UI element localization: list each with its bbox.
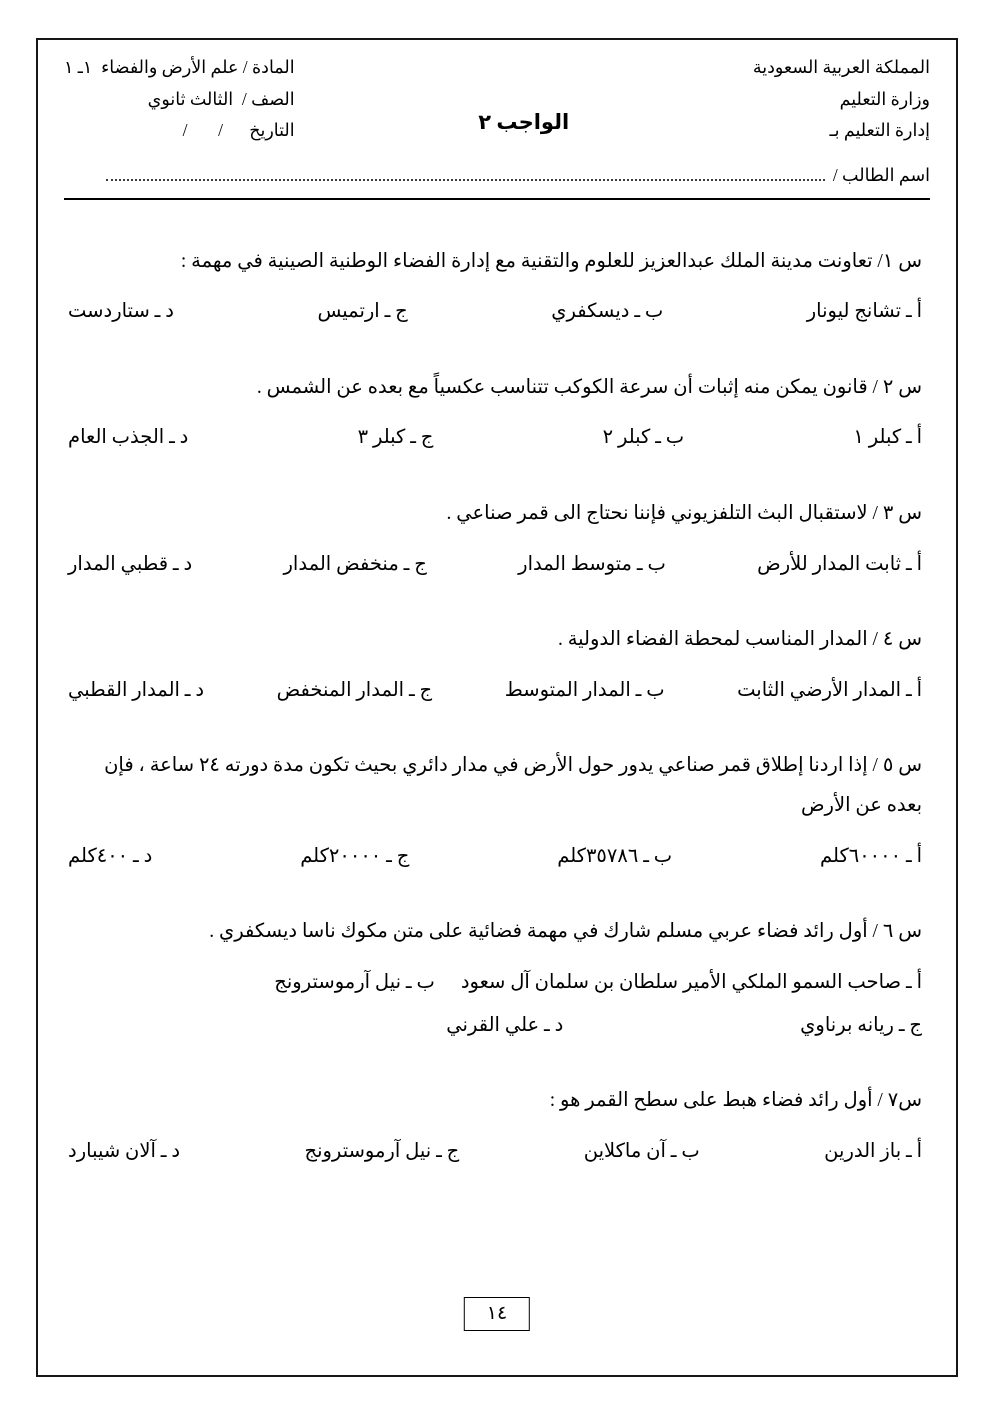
page-border: [36, 38, 958, 1377]
question-1-option-c: ج ـ ارتميس: [317, 301, 408, 323]
question-1-text: س ١/ تعاونت مدينة الملك عبدالعزيز للعلوم والتقنية مع إدارة الفضاء الوطنية الصينية في مهمة :: [180, 250, 922, 272]
question-6-options-line2: [68, 1007, 922, 1044]
kingdom-name: المملكة العربية السعودية: [752, 57, 930, 77]
question-3-option-d: د ـ قطبي المدار: [68, 553, 193, 575]
question-4-option-a: أ ـ المدار الأرضي الثابت: [737, 679, 922, 701]
question-3-option-c: ج ـ منخفض المدار: [283, 553, 427, 575]
question-2: [68, 368, 922, 457]
question-5-option-b: ب ـ ٣٥٧٨٦كلم: [557, 845, 673, 867]
question-1-option-d: د ـ ستاردست: [68, 301, 174, 323]
question-5-text: س ٥ / إذا اردنا إطلاق قمر صناعي يدور حول الأرض في مدار دائري بحيث تكون مدة دورته ٢٤ ساعة ، فإن بعده عن الأرض: [104, 754, 922, 816]
question-3-option-b: ب ـ متوسط المدار: [518, 553, 666, 575]
question-7-option-b: ب ـ آن ماكلاين: [583, 1140, 700, 1162]
question-4-text: س ٤ / المدار المناسب لمحطة الفضاء الدولية .: [557, 628, 922, 650]
question-2-options: [68, 419, 922, 456]
question-6-text: س ٦ / أول رائد فضاء عربي مسلم شارك في مهمة فضائية على متن مكوك ناسا ديسكفري .: [209, 920, 922, 942]
student-name-row: [64, 165, 930, 186]
date-line: التاريخ / /: [182, 120, 295, 140]
question-7-options: [68, 1133, 922, 1170]
question-7-option-a: أ ـ باز الدرين: [824, 1140, 922, 1162]
question-2-option-b: ب ـ كبلر ٢: [602, 427, 685, 449]
question-5-options: [68, 838, 922, 875]
header-subject-block: [64, 52, 295, 147]
header: [64, 52, 930, 147]
question-3-options: [68, 546, 922, 583]
question-4-option-d: د ـ المدار القطبي: [68, 679, 205, 701]
question-3: [68, 494, 922, 583]
question-3-option-a: أ ـ ثابت المدار للأرض: [757, 553, 922, 575]
question-2-option-c: ج ـ كبلر ٣: [357, 427, 434, 449]
question-4-option-c: ج ـ المدار المنخفض: [276, 679, 433, 701]
question-6: [68, 912, 922, 1044]
question-1: [68, 242, 922, 331]
subject-line: المادة / علم الأرض والفضاء ١ـ ١: [64, 57, 295, 77]
question-7: [68, 1081, 922, 1170]
student-name-field[interactable]: [106, 177, 825, 181]
question-1-option-b: ب ـ ديسكفري: [551, 301, 664, 323]
question-5-option-d: د ـ ٤٠٠كلم: [68, 845, 153, 867]
question-2-option-d: د ـ الجذب العام: [68, 427, 189, 449]
question-7-text: س٧ / أول رائد فضاء هبط على سطح القمر هو :: [549, 1089, 922, 1111]
question-6-option-d: د ـ علي القرني: [446, 1014, 564, 1036]
question-5: [68, 746, 922, 875]
header-ministry-block: [753, 52, 930, 147]
question-1-option-a: أ ـ تشانج ليونار: [806, 301, 922, 323]
question-6-option-c: ج ـ ريانه برناوي: [800, 1014, 922, 1036]
questions-area: [64, 200, 930, 1170]
question-7-option-d: د ـ آلان شيبارد: [68, 1140, 181, 1162]
question-2-option-a: أ ـ كبلر ١: [853, 427, 922, 449]
homework-title: الواجب ٢: [478, 110, 570, 134]
page-number: ١٤: [464, 1297, 530, 1332]
education-admin: إدارة التعليم بـ: [829, 120, 930, 140]
question-5-option-a: أ ـ ٦٠٠٠٠كلم: [820, 845, 922, 867]
student-name-label: اسم الطالب /: [832, 164, 930, 185]
question-6-option-a: أ ـ صاحب السمو الملكي الأمير سلطان بن سلمان آل سعود: [460, 971, 922, 993]
question-4-options: [68, 672, 922, 709]
question-3-text: س ٣ / لاستقبال البث التلفزيوني فإننا نحتاج الى قمر صناعي .: [446, 502, 922, 524]
grade-line: الصف / الثالث ثانوي: [147, 88, 295, 109]
question-6-options-line1: [68, 964, 922, 1001]
ministry-name: وزارة التعليم: [839, 88, 930, 109]
question-5-option-c: ج ـ ٢٠٠٠٠كلم: [300, 845, 410, 867]
question-2-text: س ٢ / قانون يمكن منه إثبات أن سرعة الكوكب تتناسب عكسياً مع بعده عن الشمس .: [256, 376, 922, 398]
question-7-option-c: ج ـ نيل آرموسترونج: [304, 1140, 460, 1162]
question-1-options: [68, 293, 922, 330]
question-4-option-b: ب ـ المدار المتوسط: [504, 679, 665, 701]
question-4: [68, 620, 922, 709]
question-6-option-b: ب ـ نيل آرموسترونج: [274, 971, 435, 993]
